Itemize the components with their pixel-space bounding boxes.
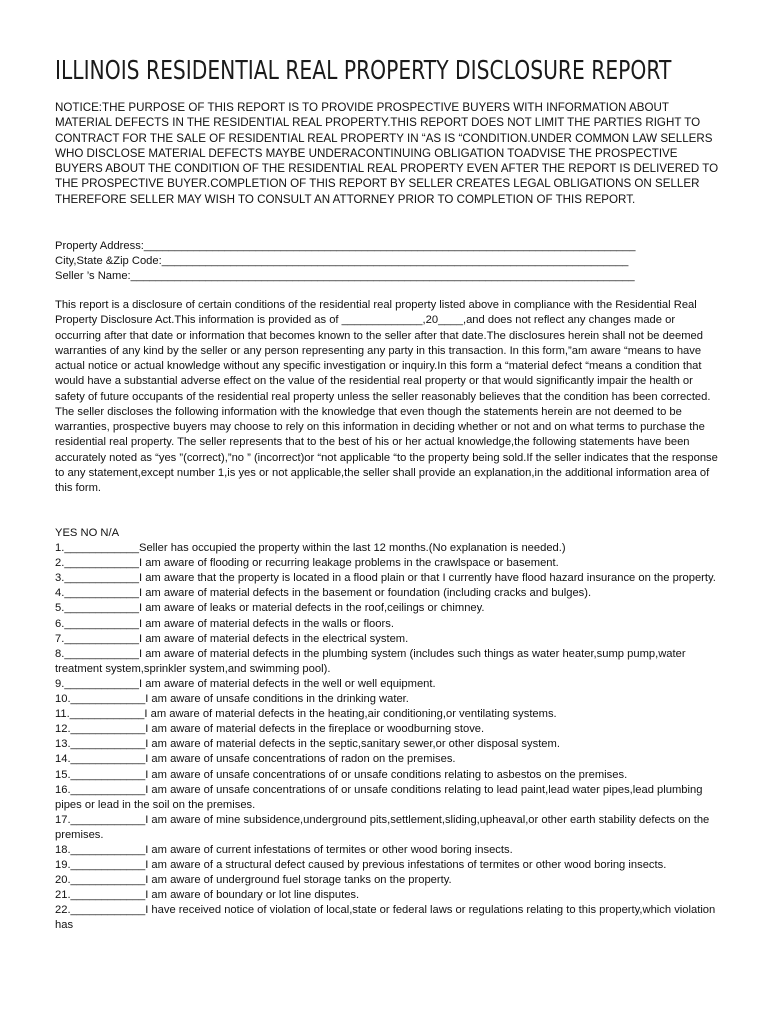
question-item: 4.____________I am aware of material defects in the basement or foundation (including cracks and bulges). [55,587,592,600]
notice-paragraph: NOTICE:THE PURPOSE OF THIS REPORT IS TO PROVIDE PROSPECTIVE BUYERS WITH INFORMATION ABOUT MATERIAL DEFECTS IN THE RESIDENTIAL REAL PROPERTY.THIS REPORT DOES NOT LIMIT THE PARTIES RIGHT TO CONTRACT FOR THE SALE OF RESIDENTIAL REAL PROPERTY IN “AS IS “CONDITION.UNDER COMMON LAW SELLERS WHO DISCLOSE MATERIAL DEFECTS MAYBE UNDERACONTINUING OBLIGATION TOADVISE THE PROSPECTIVE BUYERS ABOUT THE CONDITION OF THE RESIDENTIAL REAL PROPERTY EVEN AFTER THE REPORT IS DELIVERED TO THE PROSPECTIVE BUYER.COMPLETION OF THIS REPORT BY SELLER CREATES LEGAL OBLIGATIONS ON SELLER THEREFORE SELLER MAY WISH TO CONSULT AN ATTORNEY PRIOR TO COMPLETION OF THIS REPORT. [55,101,719,206]
question-item: 21.____________I am aware of boundary or lot line disputes. [55,889,360,902]
question-item: 8.____________I am aware of material defects in the plumbing system (includes such things as water heater,sump pump,water treatment system,sprinkler system,and swimming pool). [55,647,686,675]
question-item: 3.____________I am aware that the property is located in a flood plain or that I currently have flood hazard insurance on the property. [55,572,716,585]
question-item: 2.____________I am aware of flooding or recurring leakage problems in the crawlspace or basement. [55,557,559,570]
question-list [55,526,720,934]
question-item: 17.____________I am aware of mine subsidence,underground pits,settlement,sliding,upheaval,or other earth stability defects on the premises. [55,813,710,841]
question-item: 19.____________I am aware of a structural defect caused by previous infestations of termites or other wood boring insects. [55,859,667,872]
property-address-field: Property Address:_______________________________________________________________________________ [55,240,636,252]
question-item: 16.____________I am aware of unsafe concentrations of or unsafe conditions relating to lead paint,lead water pipes,lead plumbing pipes or lead in the soil on the premises. [55,783,703,811]
question-header: YES NO N/A [55,527,120,539]
question-item: 7.____________I am aware of material defects in the electrical system. [55,632,409,645]
intro-paragraph: This report is a disclosure of certain conditions of the residential real property listed above in compliance with the Residential Real Property Disclosure Act.This information is provided as of _____________,20____,and does not reflect any changes made or occurring after that date or information that becomes known to the seller after that date.The disclosures herein shall not be deemed warranties of any kind by the seller or any person representing any party in this transaction. In this form,”am aware “means to have actual notice or actual knowledge without any specific investigation or inquiry.In this form a “material defect “means a condition that would have a substantial adverse effect on the value of the residential real property or that would significantly impair the health or safety of future occupants of the residential real property unless the seller reasonably believes that the condition has been corrected. The seller discloses the following information with the knowledge that even though the statements herein are not deemed to be warranties, prospective buyers may choose to rely on this information in deciding whether or not and on what terms to purchase the residential real property. The seller represents that to the best of his or her actual knowledge,the following statements have been accurately noted as “yes ”(correct),”no ” (incorrect)or “not applicable “to the property being sold.If the seller indicates that the response to any statement,except number 1,is yes or not applicable,the seller shall provide an explanation,in the additional information area of this form. [55,299,718,494]
question-item: 6.____________I am aware of material defects in the walls or floors. [55,617,394,630]
seller-name-field: Seller ’s Name:_________________________________________________________________________________ [55,270,635,283]
city-state-zip-field: City,State &Zip Code:___________________________________________________________________________ [55,255,629,268]
document-title: ILLINOIS RESIDENTIAL REAL PROPERTY DISCLOSURE REPORT [55,56,672,86]
question-item: 15.____________I am aware of unsafe concentrations of or unsafe conditions relating to asbestos on the premises. [55,768,628,781]
question-item: 11.____________I am aware of material defects in the heating,air conditioning,or ventilating systems. [55,708,557,721]
question-item: 5.____________I am aware of leaks or material defects in the roof,ceilings or chimney. [55,602,485,615]
question-item: 13.____________I am aware of material defects in the septic,sanitary sewer,or other disposal system. [55,738,560,751]
question-item: 12.____________I am aware of material defects in the fireplace or woodburning stove. [55,723,485,736]
question-item: 1.____________Seller has occupied the property within the last 12 months.(No explanation is needed.) [55,542,566,555]
question-item: 20.____________I am aware of underground fuel storage tanks on the property. [55,874,452,887]
property-fields [55,239,720,285]
question-item: 22.____________I have received notice of violation of local,state or federal laws or regulations relating to this property,which violation has [55,904,716,932]
question-item: 10.____________I am aware of unsafe conditions in the drinking water. [55,693,409,706]
question-item: 14.____________I am aware of unsafe concentrations of radon on the premises. [55,753,456,766]
question-item: 9.____________I am aware of material defects in the well or well equipment. [55,677,436,690]
question-item: 18.____________I am aware of current infestations of termites or other wood boring insects. [55,843,513,856]
